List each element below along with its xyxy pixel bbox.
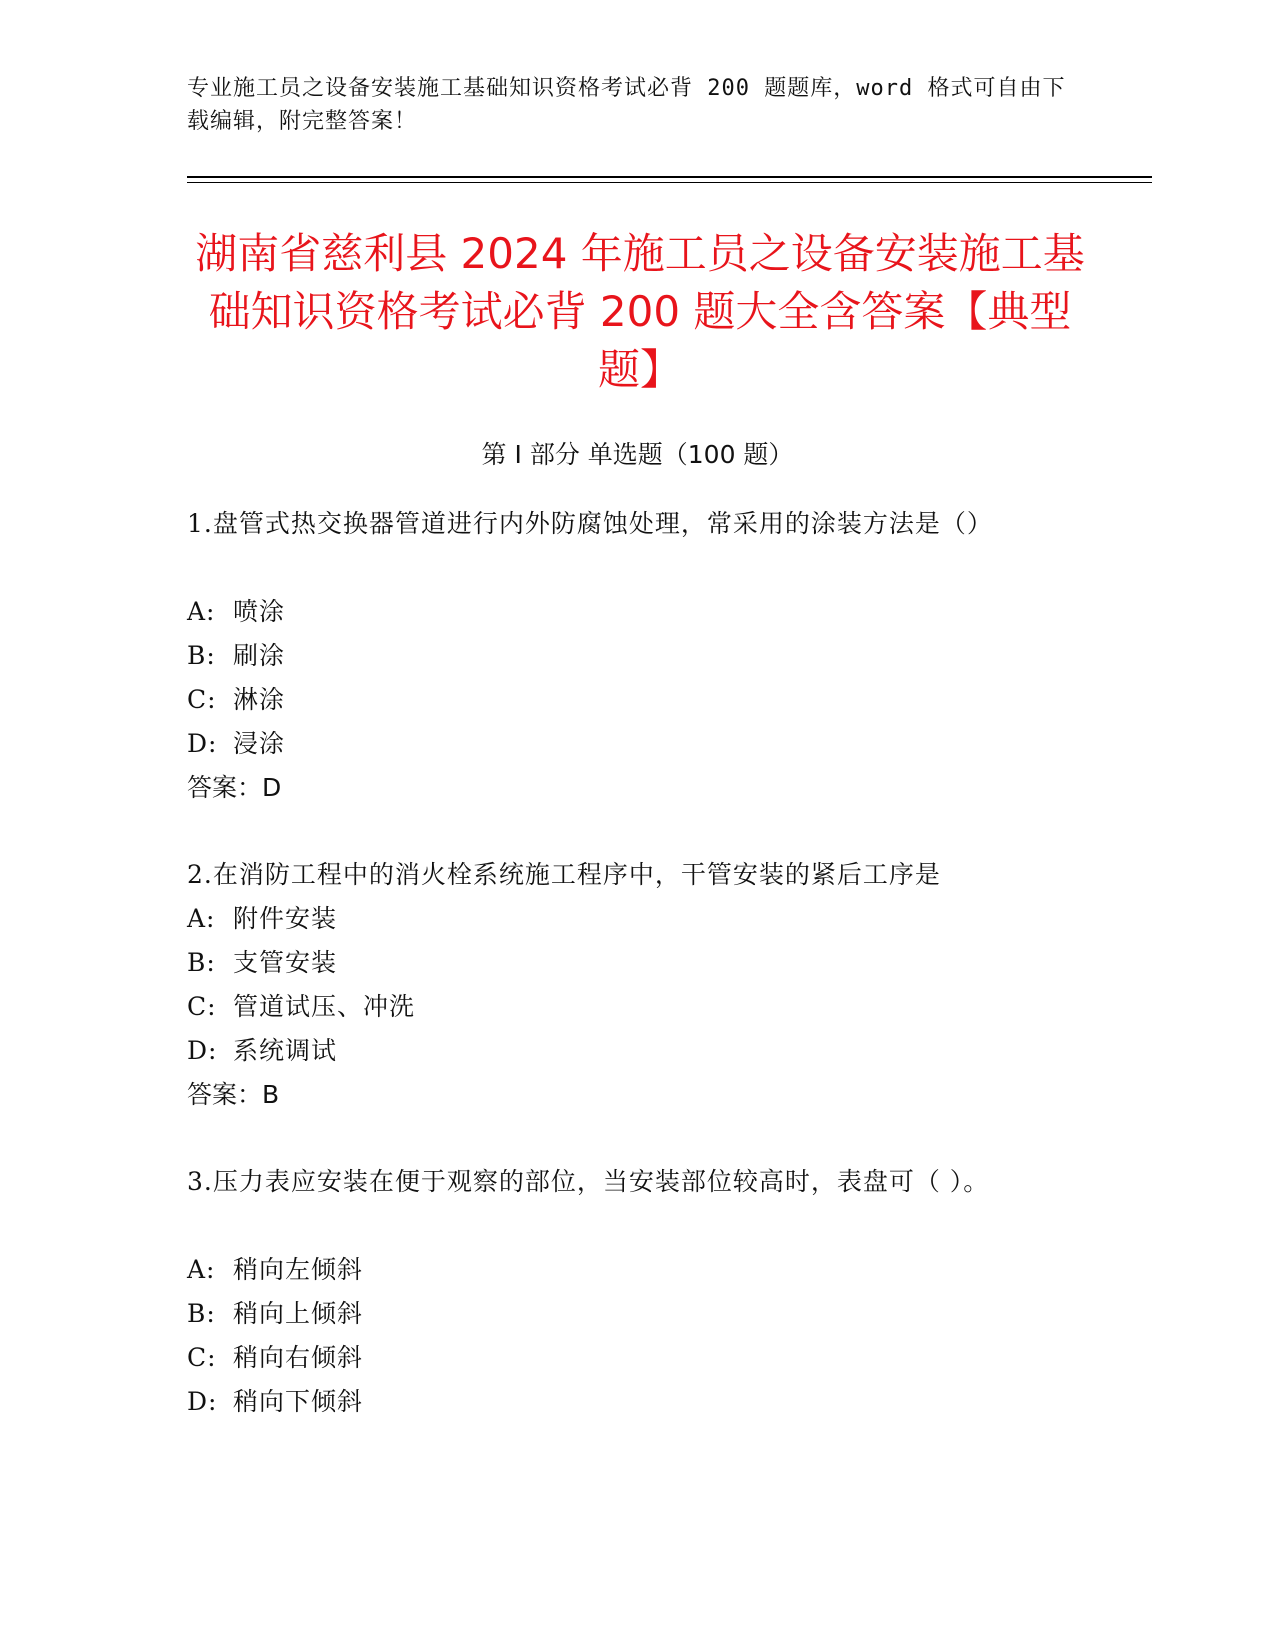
question-1-text: 1.盘管式热交换器管道进行内外防腐蚀处理，常采用的涂装方法是（） xyxy=(187,509,993,538)
option-key: C: xyxy=(187,992,217,1021)
header-rule-thin xyxy=(187,182,1152,183)
option-text: 浸涂 xyxy=(233,729,286,758)
option-key: A: xyxy=(187,1255,216,1284)
question-3-option-c xyxy=(187,1336,363,1380)
question-3-text: 3.压力表应安装在便于观察的部位，当安装部位较高时，表盘可（ ）。 xyxy=(187,1167,990,1196)
option-text: 稍向上倾斜 xyxy=(233,1299,364,1328)
option-text: 附件安装 xyxy=(233,904,338,933)
option-text: 系统调试 xyxy=(233,1036,338,1065)
question-2-option-a xyxy=(187,897,337,941)
option-text: 刷涂 xyxy=(233,641,286,670)
option-text: 淋涂 xyxy=(233,685,286,714)
question-3-option-a xyxy=(187,1248,363,1292)
header-rule-thick xyxy=(187,176,1152,178)
question-2-answer: 答案：B xyxy=(187,1080,280,1109)
option-text: 管道试压、冲洗 xyxy=(233,992,416,1021)
question-1-option-d xyxy=(187,722,285,766)
option-text: 稍向左倾斜 xyxy=(233,1255,364,1284)
document-title: 湖南省慈利县 2024 年施工员之设备安装施工基础知识资格考试必背 200 题大全含答案【典型题】 xyxy=(195,229,1085,394)
question-2-text: 2.在消防工程中的消火栓系统施工程序中，干管安装的紧后工序是 xyxy=(187,860,941,889)
question-1-option-c xyxy=(187,678,285,722)
option-text: 喷涂 xyxy=(233,597,286,626)
section-heading: 第 I 部分 单选题（100 题） xyxy=(481,440,794,469)
question-3-option-b xyxy=(187,1292,363,1336)
question-1-option-a xyxy=(187,590,285,634)
option-key: B: xyxy=(187,948,216,977)
question-2-option-d xyxy=(187,1029,337,1073)
option-key: B: xyxy=(187,641,216,670)
option-key: D: xyxy=(187,1387,218,1416)
option-text: 稍向下倾斜 xyxy=(233,1387,364,1416)
option-key: D: xyxy=(187,729,218,758)
option-text: 支管安装 xyxy=(233,948,338,977)
option-key: B: xyxy=(187,1299,216,1328)
option-key: A: xyxy=(187,597,216,626)
header-note: 专业施工员之设备安装施工基础知识资格考试必背 200 题题库，word 格式可自由下载编辑，附完整答案！ xyxy=(187,76,1066,134)
question-2-option-c xyxy=(187,985,415,1029)
question-2-option-b xyxy=(187,941,337,985)
option-text: 稍向右倾斜 xyxy=(233,1343,364,1372)
option-key: A: xyxy=(187,904,216,933)
question-1-answer: 答案：D xyxy=(187,773,282,802)
question-1-option-b xyxy=(187,634,285,678)
option-key: C: xyxy=(187,685,217,714)
option-key: C: xyxy=(187,1343,217,1372)
option-key: D: xyxy=(187,1036,218,1065)
question-3-option-d xyxy=(187,1380,363,1424)
